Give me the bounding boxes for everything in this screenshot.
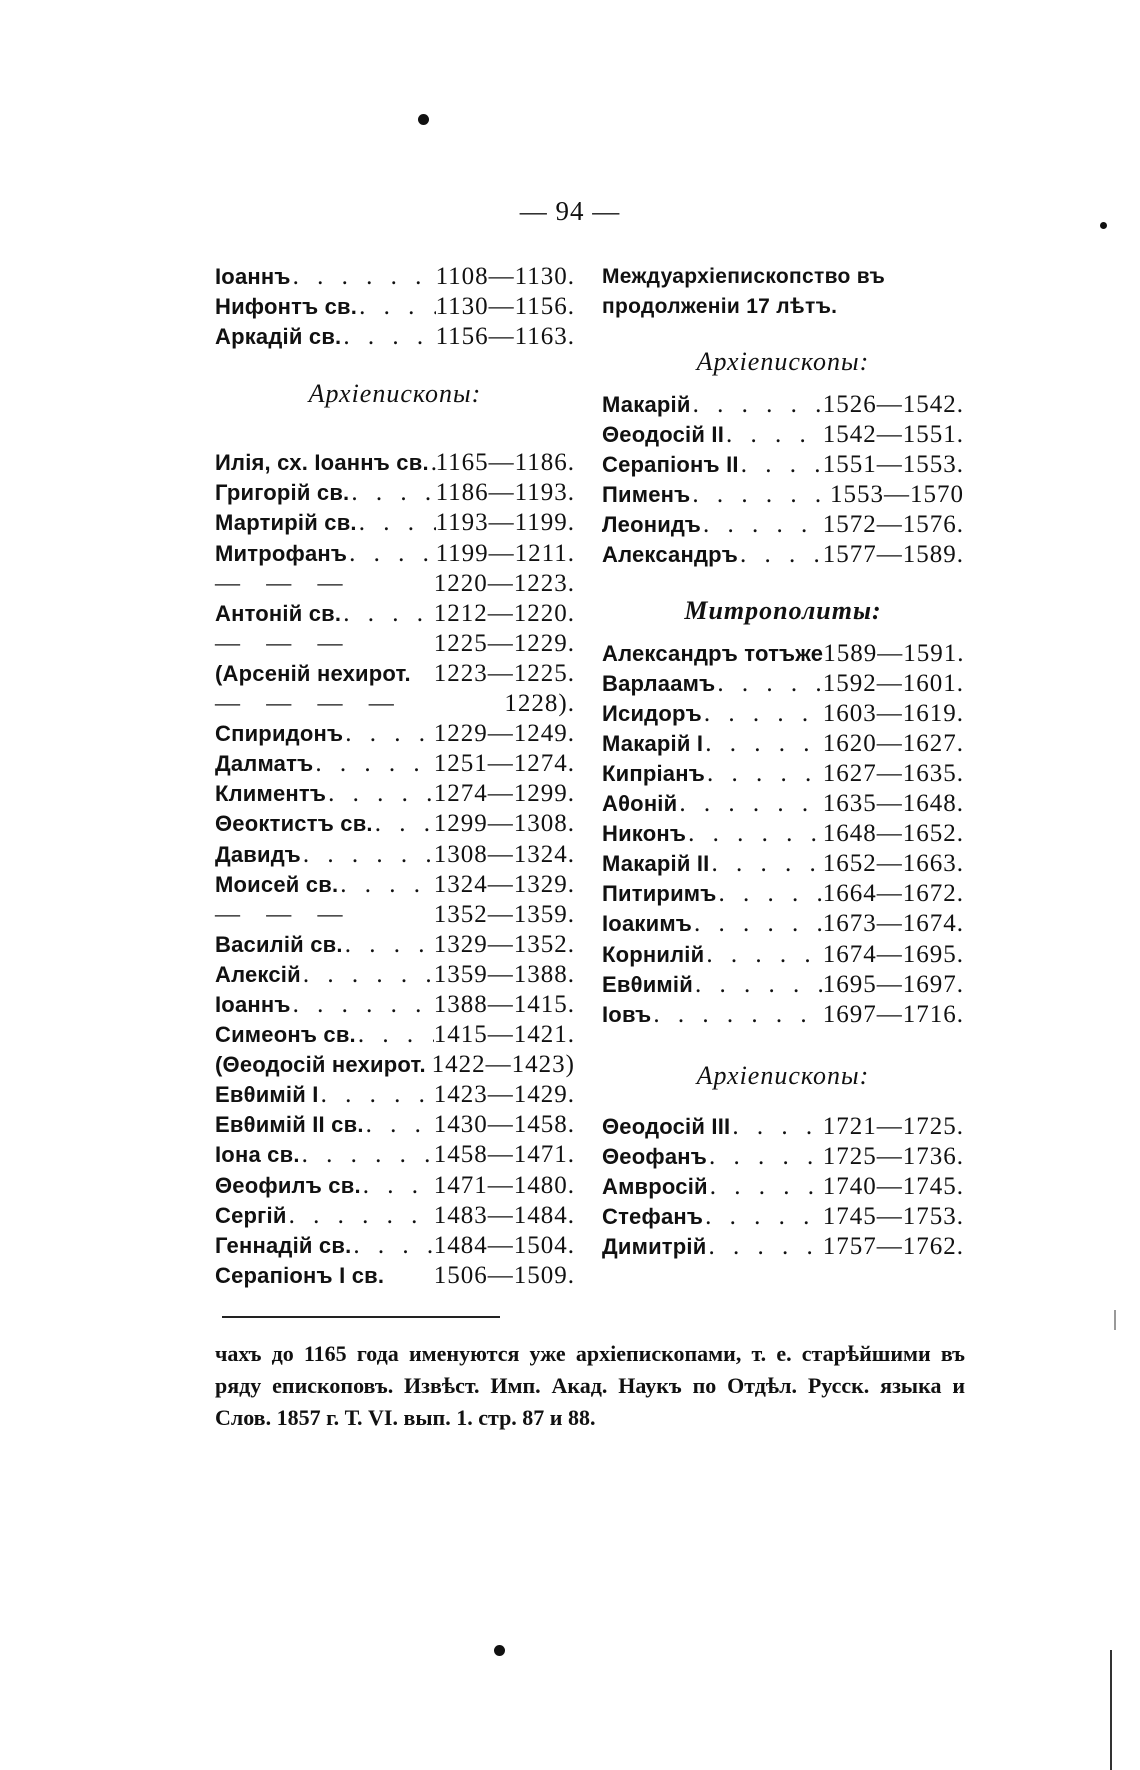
- list-item: [215, 322, 575, 352]
- entry-years: 1299—1308.: [433, 810, 575, 838]
- list-item: [602, 1202, 964, 1232]
- entry-name: Іоаннъ: [215, 991, 291, 1017]
- entry-years: 1415—1421.: [433, 1021, 575, 1049]
- entry-name: Александръ тотъже: [602, 640, 824, 666]
- entry-name: — — —: [215, 900, 353, 928]
- entry-name: — — — —: [215, 690, 404, 718]
- list-item: [215, 719, 575, 749]
- left-column: [215, 262, 575, 1291]
- entry-name: Серапіонъ I св.: [215, 1262, 385, 1288]
- entry-years: 1220—1223.: [433, 569, 575, 597]
- entry-years: 1324—1329.: [433, 870, 575, 898]
- footnote: чахъ до 1165 года именуются уже архіепископами, т. е. старѣйшими въ ряду епископовъ. Извѣст. Имп. Акад. Наукъ по Отдѣл. Русск. языка и Слов. 1857 г. Т. VI. вып. 1. стр. 87 и 88.: [215, 1341, 965, 1430]
- list-item: [215, 1231, 575, 1261]
- entry-name: — — —: [215, 629, 353, 657]
- list-item: [602, 879, 964, 909]
- entry-years: 1359—1388.: [433, 960, 575, 988]
- entry-years: 1572—1576.: [822, 511, 964, 539]
- list-item: [215, 840, 575, 870]
- entry-name: Никонъ: [602, 821, 687, 847]
- list-item: [215, 629, 575, 659]
- list-item: [215, 599, 575, 629]
- list-item: [215, 569, 575, 599]
- entry-name: Далматъ: [215, 751, 314, 777]
- footnote-rule: [222, 1316, 500, 1318]
- entry-name: — — —: [215, 569, 353, 597]
- list-item: [215, 292, 575, 322]
- list-item: [215, 900, 575, 930]
- entry-name: Сергій: [215, 1202, 287, 1228]
- entry-name: Евθимій II св.: [215, 1112, 364, 1138]
- entry-name: Давидъ: [215, 841, 301, 867]
- list-item: [215, 689, 575, 719]
- entry-name: Спиридонъ: [215, 721, 344, 747]
- entry-years: 1225—1229.: [433, 629, 575, 657]
- list-item: [215, 870, 575, 900]
- entry-name: Іоакимъ: [602, 911, 693, 937]
- entry-name: Кипріанъ: [602, 760, 705, 786]
- page-number: — 94 —: [519, 196, 621, 226]
- list-item: [215, 1050, 575, 1080]
- section-heading: Архіепископы:: [696, 1060, 870, 1090]
- list-item: [602, 1172, 964, 1202]
- list-item: [602, 1000, 964, 1030]
- entry-years: 1212—1220.: [433, 599, 575, 627]
- list-item: [602, 420, 964, 450]
- list-item: [602, 940, 964, 970]
- list-item: [602, 390, 964, 420]
- list-item: [602, 849, 964, 879]
- entry-years: 1542—1551.: [822, 421, 964, 449]
- entry-name: Іона св.: [215, 1142, 300, 1168]
- entry-years: 1186—1193.: [435, 479, 575, 507]
- entry-years: 1130—1156.: [435, 293, 575, 321]
- list-item: [602, 729, 964, 759]
- left-top-list: [215, 262, 575, 352]
- entry-years: 1757—1762.: [822, 1233, 964, 1261]
- entry-name: Климентъ: [215, 781, 327, 807]
- list-item: [215, 1140, 575, 1170]
- entry-name: Іоаннъ: [215, 264, 291, 289]
- entry-years: 1108—1130.: [435, 263, 575, 290]
- metropolitans-list: [602, 639, 964, 1030]
- edge-mark: [1110, 1650, 1112, 1770]
- list-item: [215, 1201, 575, 1231]
- entry-years: 1251—1274.: [433, 750, 575, 778]
- entry-name: Макарій II: [602, 851, 710, 877]
- entry-years: 1603—1619.: [822, 699, 964, 727]
- list-item: [215, 990, 575, 1020]
- list-item: [602, 699, 964, 729]
- list-item: [602, 789, 964, 819]
- entry-name: Димитрій: [602, 1234, 707, 1260]
- list-item: [215, 930, 575, 960]
- list-item: [215, 478, 575, 508]
- entry-name: Пименъ: [602, 482, 691, 508]
- section-heading: Архіепископы:: [308, 379, 482, 409]
- entry-years: 1199—1211.: [435, 539, 575, 567]
- entry-name: Θеофанъ: [602, 1143, 707, 1169]
- list-item: [215, 779, 575, 809]
- list-item: [602, 1142, 964, 1172]
- entry-name: Моисей св.: [215, 871, 339, 897]
- ink-dot-top: [418, 114, 429, 125]
- entry-years: 1526—1542.: [822, 391, 964, 418]
- entry-years: 1551—1553.: [822, 451, 964, 479]
- entry-name: Аркадій св.: [215, 324, 342, 350]
- entry-years: 1592—1601.: [822, 669, 964, 697]
- entry-years: 1308—1324.: [433, 840, 575, 868]
- entry-years: 1674—1695.: [822, 940, 964, 968]
- entry-years: 1422—1423): [431, 1051, 575, 1079]
- entry-name: Василій св.: [215, 931, 343, 957]
- entry-years: 1725—1736.: [822, 1142, 964, 1170]
- entry-years: 1648—1652.: [822, 820, 964, 848]
- entry-years: 1156—1163.: [435, 323, 575, 351]
- list-item: [215, 539, 575, 569]
- list-item: [215, 1110, 575, 1140]
- entry-name: Стефанъ: [602, 1204, 704, 1230]
- ink-dot-bottom: [494, 1645, 505, 1656]
- entry-name: Аθоній: [602, 791, 678, 817]
- entry-name: Питиримъ: [602, 881, 717, 907]
- list-item: [215, 809, 575, 839]
- entry-name: Симеонъ св.: [215, 1022, 356, 1048]
- interregnum-note: Междуархіепископство въ продолженіи 17 лѣтъ.: [602, 265, 886, 318]
- list-item: [215, 1020, 575, 1050]
- list-item: [602, 540, 964, 570]
- list-item: [602, 1112, 964, 1142]
- entry-years: 1274—1299.: [433, 780, 575, 808]
- entry-name: Серапіонъ II: [602, 452, 739, 478]
- entry-name: Нифонтъ св.: [215, 294, 358, 320]
- entry-name: Макарій: [602, 392, 691, 417]
- entry-years: 1506—1509.: [433, 1261, 575, 1289]
- entry-name: Григорій св.: [215, 480, 350, 506]
- entry-years: 1652—1663.: [822, 850, 964, 878]
- entry-name: Макарій I: [602, 730, 704, 756]
- entry-years: 1458—1471.: [433, 1141, 575, 1169]
- entry-years: 1430—1458.: [433, 1111, 575, 1139]
- list-item: [602, 1232, 964, 1262]
- entry-years: 1388—1415.: [433, 990, 575, 1018]
- entry-years: 1484—1504.: [433, 1231, 575, 1259]
- entry-name: Леонидъ: [602, 512, 702, 538]
- entry-name: Евθимій I: [215, 1082, 319, 1108]
- entry-name: Исидоръ: [602, 700, 702, 726]
- entry-name: Геннадій св.: [215, 1232, 352, 1258]
- entry-years: 1228).: [504, 690, 575, 718]
- entry-years: 1577—1589.: [822, 541, 964, 569]
- section-heading: Митрополиты:: [684, 595, 882, 625]
- entry-name: Алексій: [215, 961, 301, 987]
- list-item: [602, 909, 964, 939]
- entry-name: Митрофанъ: [215, 540, 348, 566]
- archbishops-list-1: [602, 390, 964, 571]
- archbishops-list-2: [602, 1112, 964, 1262]
- list-item: [602, 510, 964, 540]
- list-item: [215, 262, 575, 292]
- entry-years: 1165—1186.: [435, 449, 575, 477]
- entry-years: 1471—1480.: [433, 1171, 575, 1199]
- entry-name: Мартирій св.: [215, 510, 357, 536]
- right-column: [602, 262, 964, 1262]
- entry-years: 1423—1429.: [433, 1081, 575, 1109]
- list-item: [602, 759, 964, 789]
- entry-name: Варлаамъ: [602, 670, 716, 696]
- entry-name: (Арсеній нехирот.: [215, 660, 411, 686]
- entry-years: 1193—1199.: [435, 509, 575, 537]
- section-heading: Архіепископы:: [696, 347, 870, 376]
- list-item: [215, 960, 575, 990]
- entry-name: Іовъ: [602, 1001, 652, 1027]
- entry-name: Θеодосій III: [602, 1113, 731, 1139]
- list-item: [602, 450, 964, 480]
- entry-years: 1627—1635.: [822, 759, 964, 787]
- entry-years: 1229—1249.: [433, 720, 575, 748]
- entry-years: 1635—1648.: [822, 790, 964, 818]
- entry-name: Корнилій: [602, 941, 705, 967]
- list-item: [215, 1080, 575, 1110]
- list-item: [215, 1171, 575, 1201]
- entry-years: 1721—1725.: [822, 1112, 964, 1140]
- list-item: [602, 480, 964, 510]
- entry-years: 1553—1570: [830, 481, 964, 509]
- list-item: [215, 659, 575, 689]
- list-item: [215, 749, 575, 779]
- entry-name: Антоній св.: [215, 600, 342, 626]
- entry-years: 1695—1697.: [822, 970, 964, 998]
- list-item: [215, 448, 575, 478]
- entry-years: 1483—1484.: [433, 1201, 575, 1229]
- entry-years: 1673—1674.: [822, 910, 964, 938]
- list-item: [602, 639, 964, 669]
- entry-name: Александръ: [602, 542, 738, 568]
- list-item: [602, 970, 964, 1000]
- list-item: [215, 508, 575, 538]
- entry-name: Евθимій: [602, 971, 693, 997]
- entry-name: Θеоктистъ св.: [215, 811, 373, 837]
- entry-years: 1329—1352.: [433, 930, 575, 958]
- entry-years: 1589—1591.: [823, 639, 965, 667]
- entry-name: Θеодосій II: [602, 422, 725, 448]
- entry-name: (Θеодосій нехирот.: [215, 1052, 426, 1078]
- entry-name: Амвросій: [602, 1173, 708, 1199]
- edge-mark: [1114, 1310, 1116, 1330]
- list-item: [602, 669, 964, 699]
- left-main-list: [215, 448, 575, 1291]
- entry-years: 1352—1359.: [433, 900, 575, 928]
- entry-years: 1740—1745.: [822, 1172, 964, 1200]
- entry-name: Θеофилъ св.: [215, 1172, 361, 1198]
- entry-years: 1620—1627.: [822, 729, 964, 757]
- list-item: [602, 819, 964, 849]
- entry-years: 1664—1672.: [822, 880, 964, 908]
- entry-years: 1223—1225.: [433, 659, 575, 687]
- entry-years: 1697—1716.: [822, 1000, 964, 1028]
- list-item: [215, 1261, 575, 1291]
- entry-name: Илія, сх. Іоаннъ св.: [215, 450, 429, 476]
- entry-years: 1745—1753.: [822, 1203, 964, 1231]
